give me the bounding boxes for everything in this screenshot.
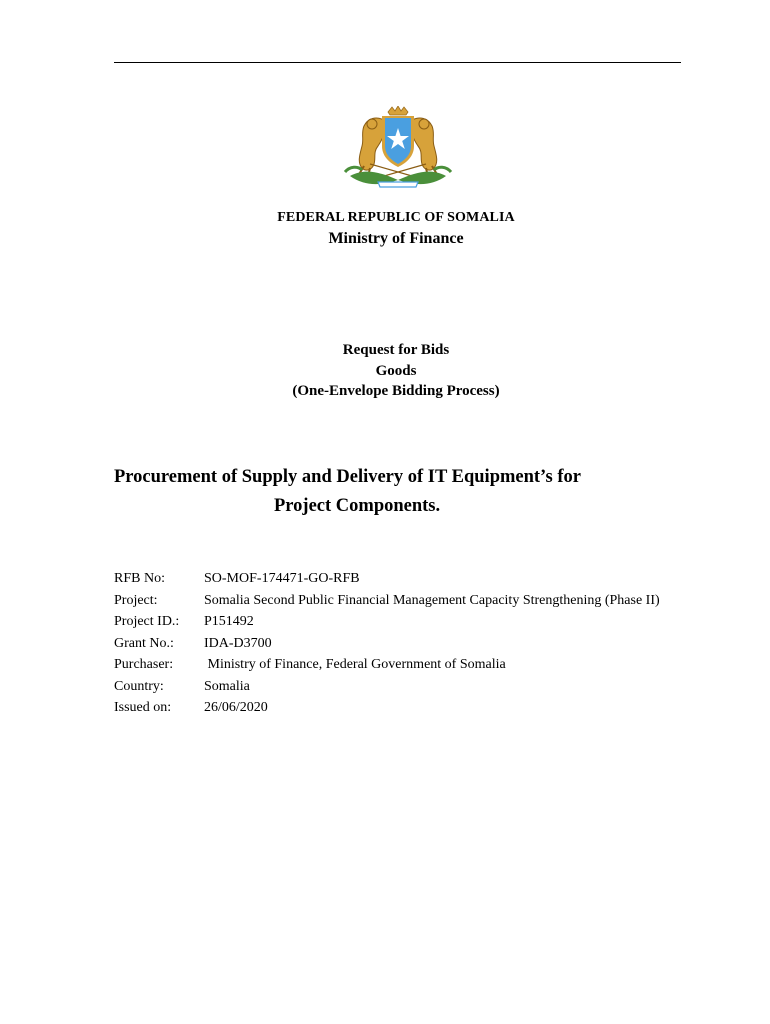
detail-row-country: [114, 676, 674, 698]
country-name: FEDERAL REPUBLIC OF SOMALIA: [277, 210, 515, 225]
detail-value: Somalia: [204, 678, 250, 694]
detail-label: RFB No:: [114, 571, 165, 586]
detail-row-purchaser: [114, 654, 674, 676]
procurement-title-line1: Procurement of Supply and Delivery of IT Equipment’s for: [114, 467, 581, 487]
detail-value: Ministry of Finance, Federal Government of Somalia: [204, 657, 506, 672]
detail-row-grant-no: [114, 633, 674, 655]
detail-value: 26/06/2020: [204, 700, 268, 715]
detail-label: Country:: [114, 678, 164, 694]
detail-value: IDA-D3700: [204, 635, 272, 651]
details-table: [114, 568, 674, 719]
detail-value: Somalia Second Public Financial Management Capacity Strengthening (Phase II): [204, 592, 660, 608]
detail-label: Project ID.:: [114, 614, 180, 629]
procurement-title: [114, 463, 654, 521]
document-type-line: Request for Bids: [342, 342, 450, 358]
detail-label: Project:: [114, 592, 158, 608]
document-category: Goods: [375, 362, 417, 379]
detail-row-issued-on: [114, 697, 674, 719]
detail-row-rfb-no: [114, 568, 674, 590]
detail-label: Issued on:: [114, 700, 172, 715]
bidding-process: (One-Envelope Bidding Process): [292, 383, 500, 399]
detail-row-project-id: [114, 611, 674, 633]
top-horizontal-rule: [114, 62, 681, 63]
detail-value: SO-MOF-174471-GO-RFB: [204, 571, 360, 586]
detail-value: P151492: [204, 614, 254, 629]
detail-row-project: [114, 590, 674, 612]
somalia-coat-of-arms-icon: [340, 106, 456, 190]
document-type-block: [0, 340, 770, 402]
procurement-title-line2: Project Components.: [274, 496, 441, 516]
detail-label: Purchaser:: [114, 657, 174, 672]
ministry-name: Ministry of Finance: [328, 230, 464, 247]
detail-label: Grant No.:: [114, 635, 174, 651]
